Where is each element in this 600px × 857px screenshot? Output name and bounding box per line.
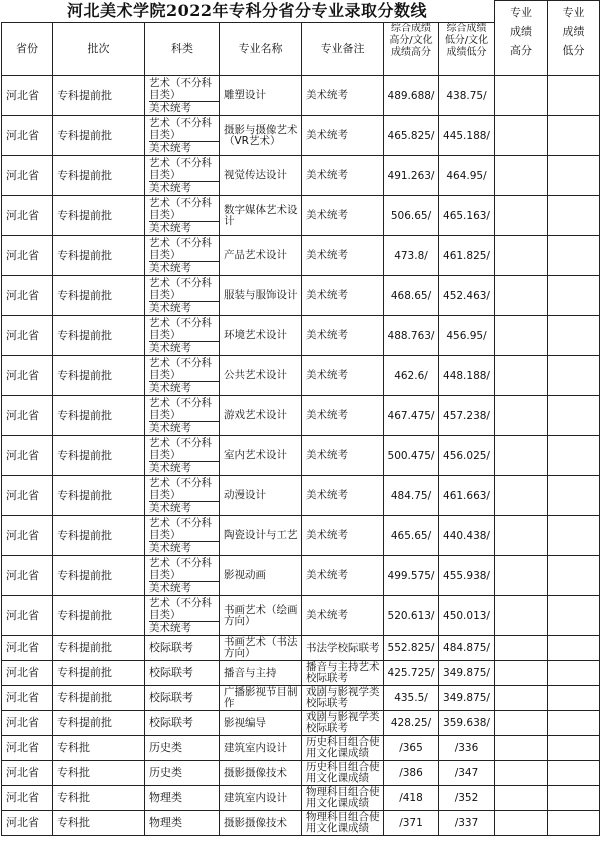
cell-category bbox=[145, 196, 220, 236]
cell-batch: 专科提前批 bbox=[53, 236, 145, 276]
cell-batch: 专科提前批 bbox=[53, 316, 145, 356]
cell-ext-low bbox=[548, 276, 600, 316]
cell-note: 美术统考 bbox=[302, 436, 384, 476]
cell-score-low: /336 bbox=[439, 736, 495, 761]
cell-province: 河北省 bbox=[2, 356, 53, 396]
cell-note: 历史科目组合使用文化课成绩 bbox=[302, 736, 384, 761]
cell-ext-high bbox=[495, 356, 548, 396]
cell-category: 校际联考 bbox=[145, 636, 220, 661]
cell-ext-low bbox=[548, 596, 600, 636]
cell-score-low: 484.875/ bbox=[439, 636, 495, 661]
cell-batch: 专科提前批 bbox=[53, 516, 145, 556]
header-low-line3: 成绩低分 bbox=[446, 47, 487, 58]
cell-category bbox=[145, 276, 220, 316]
category-sub: 美术统考 bbox=[149, 502, 191, 514]
cell-score-low: 457.238/ bbox=[439, 396, 495, 436]
cell-batch: 专科提前批 bbox=[53, 356, 145, 396]
category-main: 艺术（不分科目类） bbox=[149, 316, 219, 342]
cell-batch: 专科提前批 bbox=[53, 116, 145, 156]
table-row bbox=[2, 276, 600, 316]
cell-ext-low bbox=[548, 396, 600, 436]
cell-score-low: 445.188/ bbox=[439, 116, 495, 156]
cell-note: 播音与主持艺术校际联考 bbox=[302, 661, 384, 686]
table-row bbox=[2, 596, 600, 636]
cell-province: 河北省 bbox=[2, 436, 53, 476]
cell-ext-high bbox=[495, 236, 548, 276]
header-ext-high-line1: 专业 bbox=[510, 6, 533, 19]
cell-batch: 专科提前批 bbox=[53, 556, 145, 596]
table-row bbox=[2, 436, 600, 476]
cell-score-low: /347 bbox=[439, 761, 495, 786]
cell-ext-high bbox=[495, 436, 548, 476]
cell-ext-high bbox=[495, 76, 548, 116]
cell-score-low: 465.163/ bbox=[439, 196, 495, 236]
header-ext-low-line3: 低分 bbox=[562, 44, 585, 57]
cell-score-high: 465.825/ bbox=[384, 116, 439, 156]
category-sub: 美术统考 bbox=[149, 622, 191, 634]
cell-ext-low bbox=[548, 636, 600, 661]
cell-major: 产品艺术设计 bbox=[220, 236, 302, 276]
header-high-line1: 综合成绩 bbox=[391, 23, 431, 34]
category-sub: 美术统考 bbox=[149, 342, 191, 354]
cell-major: 影视编导 bbox=[220, 711, 302, 736]
header-ext-low-line2: 成绩 bbox=[562, 25, 585, 38]
cell-score-high: 489.688/ bbox=[384, 76, 439, 116]
cell-score-high: 491.263/ bbox=[384, 156, 439, 196]
table-row bbox=[2, 156, 600, 196]
cell-ext-low bbox=[548, 516, 600, 556]
category-main: 艺术（不分科目类） bbox=[149, 196, 219, 222]
category-sub: 美术统考 bbox=[149, 102, 191, 114]
cell-score-low: 349.875/ bbox=[439, 686, 495, 711]
cell-score-high: 488.763/ bbox=[384, 316, 439, 356]
header-low-line1: 综合成绩 bbox=[446, 23, 487, 34]
cell-province: 河北省 bbox=[2, 316, 53, 356]
cell-ext-high bbox=[495, 811, 548, 836]
cell-major: 建筑室内设计 bbox=[220, 786, 302, 811]
cell-ext-high bbox=[495, 156, 548, 196]
category-main: 艺术（不分科目类） bbox=[149, 76, 219, 102]
cell-ext-low bbox=[548, 661, 600, 686]
cell-major: 摄影摄像技术 bbox=[220, 761, 302, 786]
cell-ext-high bbox=[495, 556, 548, 596]
cell-ext-low bbox=[548, 786, 600, 811]
cell-score-high: /365 bbox=[384, 736, 439, 761]
cell-note: 美术统考 bbox=[302, 396, 384, 436]
table-row bbox=[2, 786, 600, 811]
cell-category bbox=[145, 436, 220, 476]
table-row bbox=[2, 661, 600, 686]
cell-ext-high bbox=[495, 516, 548, 556]
cell-score-high: /371 bbox=[384, 811, 439, 836]
cell-score-high: 506.65/ bbox=[384, 196, 439, 236]
cell-ext-low bbox=[548, 476, 600, 516]
cell-note: 美术统考 bbox=[302, 316, 384, 356]
cell-score-high: 425.725/ bbox=[384, 661, 439, 686]
cell-ext-low bbox=[548, 811, 600, 836]
cell-major: 书画艺术（书法方向） bbox=[220, 636, 302, 661]
cell-score-high: 468.65/ bbox=[384, 276, 439, 316]
category-sub: 美术统考 bbox=[149, 182, 191, 194]
cell-score-low: 455.938/ bbox=[439, 556, 495, 596]
cell-category bbox=[145, 316, 220, 356]
cell-score-high: 428.25/ bbox=[384, 711, 439, 736]
cell-batch: 专科批 bbox=[53, 811, 145, 836]
cell-note: 美术统考 bbox=[302, 76, 384, 116]
cell-province: 河北省 bbox=[2, 661, 53, 686]
cell-province: 河北省 bbox=[2, 736, 53, 761]
category-main: 艺术（不分科目类） bbox=[149, 276, 219, 302]
table-row bbox=[2, 711, 600, 736]
cell-province: 河北省 bbox=[2, 686, 53, 711]
cell-score-low: 349.875/ bbox=[439, 661, 495, 686]
cell-score-high: /418 bbox=[384, 786, 439, 811]
cell-batch: 专科提前批 bbox=[53, 276, 145, 316]
cell-category: 校际联考 bbox=[145, 711, 220, 736]
cell-score-high: 484.75/ bbox=[384, 476, 439, 516]
cell-note: 美术统考 bbox=[302, 276, 384, 316]
cell-ext-high bbox=[495, 196, 548, 236]
cell-major: 数字媒体艺术设计 bbox=[220, 196, 302, 236]
cell-note: 戏剧与影视学类校际联考 bbox=[302, 686, 384, 711]
cell-score-high: 473.8/ bbox=[384, 236, 439, 276]
cell-major: 建筑室内设计 bbox=[220, 736, 302, 761]
cell-score-low: 452.463/ bbox=[439, 276, 495, 316]
header-score-high bbox=[384, 23, 439, 76]
cell-major: 动漫设计 bbox=[220, 476, 302, 516]
cell-province: 河北省 bbox=[2, 786, 53, 811]
cell-major: 环境艺术设计 bbox=[220, 316, 302, 356]
cell-batch: 专科提前批 bbox=[53, 596, 145, 636]
cell-score-low: /352 bbox=[439, 786, 495, 811]
category-sub: 美术统考 bbox=[149, 222, 191, 234]
cell-note: 戏剧与影视学类校际联考 bbox=[302, 711, 384, 736]
cell-major: 播音与主持 bbox=[220, 661, 302, 686]
cell-ext-low bbox=[548, 686, 600, 711]
category-main: 艺术（不分科目类） bbox=[149, 476, 219, 502]
cell-score-low: 456.95/ bbox=[439, 316, 495, 356]
cell-category bbox=[145, 356, 220, 396]
cell-category bbox=[145, 596, 220, 636]
cell-batch: 专科提前批 bbox=[53, 156, 145, 196]
header-ext-high-line2: 成绩 bbox=[510, 25, 533, 38]
table-row bbox=[2, 556, 600, 596]
cell-ext-high bbox=[495, 661, 548, 686]
cell-province: 河北省 bbox=[2, 636, 53, 661]
cell-score-high: 500.475/ bbox=[384, 436, 439, 476]
cell-major: 书画艺术（绘画方向） bbox=[220, 596, 302, 636]
cell-note: 历史科目组合使用文化课成绩 bbox=[302, 761, 384, 786]
header-ext-high bbox=[495, 1, 548, 76]
category-main: 艺术（不分科目类） bbox=[149, 516, 219, 542]
cell-major: 影视动画 bbox=[220, 556, 302, 596]
cell-score-high: /386 bbox=[384, 761, 439, 786]
cell-category bbox=[145, 236, 220, 276]
table-row bbox=[2, 316, 600, 356]
cell-major: 广播影视节目制作 bbox=[220, 686, 302, 711]
cell-note: 美术统考 bbox=[302, 156, 384, 196]
cell-major: 雕塑设计 bbox=[220, 76, 302, 116]
cell-ext-high bbox=[495, 761, 548, 786]
cell-ext-low bbox=[548, 556, 600, 596]
cell-category bbox=[145, 476, 220, 516]
cell-score-high: 465.65/ bbox=[384, 516, 439, 556]
table-row bbox=[2, 476, 600, 516]
cell-major: 摄影与摄像艺术（VR艺术） bbox=[220, 116, 302, 156]
cell-ext-low bbox=[548, 196, 600, 236]
cell-category: 历史类 bbox=[145, 736, 220, 761]
cell-category: 校际联考 bbox=[145, 661, 220, 686]
cell-batch: 专科提前批 bbox=[53, 436, 145, 476]
category-sub: 美术统考 bbox=[149, 462, 191, 474]
cell-note: 物理科目组合使用文化课成绩 bbox=[302, 811, 384, 836]
cell-major: 公共艺术设计 bbox=[220, 356, 302, 396]
cell-score-high: 467.475/ bbox=[384, 396, 439, 436]
cell-ext-high bbox=[495, 636, 548, 661]
cell-batch: 专科提前批 bbox=[53, 196, 145, 236]
cell-province: 河北省 bbox=[2, 236, 53, 276]
cell-province: 河北省 bbox=[2, 516, 53, 556]
cell-province: 河北省 bbox=[2, 476, 53, 516]
header-ext-low-line1: 专业 bbox=[562, 6, 585, 19]
cell-ext-high bbox=[495, 686, 548, 711]
category-main: 艺术（不分科目类） bbox=[149, 116, 219, 142]
cell-ext-low bbox=[548, 116, 600, 156]
cell-score-low: 461.825/ bbox=[439, 236, 495, 276]
cell-score-low: 450.013/ bbox=[439, 596, 495, 636]
page-title: 河北美术学院2022年专科分省分专业录取分数线 bbox=[66, 1, 428, 20]
cell-note: 美术统考 bbox=[302, 556, 384, 596]
cell-note: 美术统考 bbox=[302, 236, 384, 276]
header-province: 省份 bbox=[2, 23, 53, 76]
cell-note: 物理科目组合使用文化课成绩 bbox=[302, 786, 384, 811]
category-sub: 美术统考 bbox=[149, 582, 191, 594]
header-ext-high-line3: 高分 bbox=[510, 44, 533, 57]
header-high-line3: 成绩高分 bbox=[391, 47, 431, 58]
cell-score-low: 440.438/ bbox=[439, 516, 495, 556]
cell-province: 河北省 bbox=[2, 396, 53, 436]
category-main: 艺术（不分科目类） bbox=[149, 556, 219, 582]
table-row bbox=[2, 236, 600, 276]
table-row bbox=[2, 76, 600, 116]
cell-ext-high bbox=[495, 736, 548, 761]
cell-province: 河北省 bbox=[2, 156, 53, 196]
cell-batch: 专科批 bbox=[53, 786, 145, 811]
table-row bbox=[2, 356, 600, 396]
cell-note: 美术统考 bbox=[302, 356, 384, 396]
cell-category: 校际联考 bbox=[145, 686, 220, 711]
cell-province: 河北省 bbox=[2, 116, 53, 156]
cell-province: 河北省 bbox=[2, 276, 53, 316]
cell-batch: 专科批 bbox=[53, 761, 145, 786]
cell-note: 美术统考 bbox=[302, 516, 384, 556]
cell-category bbox=[145, 156, 220, 196]
cell-category bbox=[145, 516, 220, 556]
header-batch: 批次 bbox=[53, 23, 145, 76]
cell-province: 河北省 bbox=[2, 596, 53, 636]
cell-score-low: 448.188/ bbox=[439, 356, 495, 396]
table-row bbox=[2, 516, 600, 556]
cell-score-low: 438.75/ bbox=[439, 76, 495, 116]
cell-ext-low bbox=[548, 356, 600, 396]
cell-major: 服装与服饰设计 bbox=[220, 276, 302, 316]
cell-ext-low bbox=[548, 711, 600, 736]
cell-major: 视觉传达设计 bbox=[220, 156, 302, 196]
admission-score-table bbox=[1, 0, 600, 836]
cell-ext-high bbox=[495, 316, 548, 356]
cell-ext-low bbox=[548, 316, 600, 356]
header-high-line2: 高分/文化 bbox=[389, 35, 433, 46]
category-main: 艺术（不分科目类） bbox=[149, 436, 219, 462]
cell-category: 物理类 bbox=[145, 786, 220, 811]
table-row bbox=[2, 636, 600, 661]
cell-province: 河北省 bbox=[2, 811, 53, 836]
header-major: 专业名称 bbox=[220, 23, 302, 76]
cell-note: 美术统考 bbox=[302, 116, 384, 156]
category-main: 艺术（不分科目类） bbox=[149, 356, 219, 382]
cell-ext-high bbox=[495, 786, 548, 811]
cell-score-low: 464.95/ bbox=[439, 156, 495, 196]
cell-category: 历史类 bbox=[145, 761, 220, 786]
cell-ext-low bbox=[548, 156, 600, 196]
cell-note: 美术统考 bbox=[302, 196, 384, 236]
cell-ext-high bbox=[495, 711, 548, 736]
cell-batch: 专科提前批 bbox=[53, 76, 145, 116]
cell-category bbox=[145, 556, 220, 596]
cell-ext-low bbox=[548, 736, 600, 761]
category-sub: 美术统考 bbox=[149, 542, 191, 554]
cell-note: 书法学校际联考 bbox=[302, 636, 384, 661]
cell-score-high: 499.575/ bbox=[384, 556, 439, 596]
cell-batch: 专科提前批 bbox=[53, 476, 145, 516]
category-main: 艺术（不分科目类） bbox=[149, 156, 219, 182]
cell-score-high: 462.6/ bbox=[384, 356, 439, 396]
cell-batch: 专科提前批 bbox=[53, 661, 145, 686]
cell-ext-high bbox=[495, 116, 548, 156]
cell-province: 河北省 bbox=[2, 196, 53, 236]
cell-province: 河北省 bbox=[2, 76, 53, 116]
cell-ext-low bbox=[548, 761, 600, 786]
cell-ext-high bbox=[495, 476, 548, 516]
table-row bbox=[2, 396, 600, 436]
cell-batch: 专科提前批 bbox=[53, 686, 145, 711]
category-sub: 美术统考 bbox=[149, 262, 191, 274]
cell-score-low: 456.025/ bbox=[439, 436, 495, 476]
category-sub: 美术统考 bbox=[149, 142, 191, 154]
header-note: 专业备注 bbox=[302, 23, 384, 76]
cell-ext-low bbox=[548, 436, 600, 476]
cell-category bbox=[145, 396, 220, 436]
cell-province: 河北省 bbox=[2, 761, 53, 786]
cell-batch: 专科提前批 bbox=[53, 711, 145, 736]
cell-ext-low bbox=[548, 236, 600, 276]
header-ext-low bbox=[548, 1, 600, 76]
table-row bbox=[2, 116, 600, 156]
cell-batch: 专科提前批 bbox=[53, 396, 145, 436]
cell-category bbox=[145, 116, 220, 156]
cell-note: 美术统考 bbox=[302, 596, 384, 636]
cell-batch: 专科批 bbox=[53, 736, 145, 761]
cell-category: 物理类 bbox=[145, 811, 220, 836]
header-score-low bbox=[439, 23, 495, 76]
cell-score-high: 435.5/ bbox=[384, 686, 439, 711]
table-row bbox=[2, 811, 600, 836]
category-main: 艺术（不分科目类） bbox=[149, 596, 219, 622]
cell-category bbox=[145, 76, 220, 116]
cell-score-low: /337 bbox=[439, 811, 495, 836]
category-sub: 美术统考 bbox=[149, 302, 191, 314]
cell-major: 陶瓷设计与工艺 bbox=[220, 516, 302, 556]
cell-ext-high bbox=[495, 396, 548, 436]
table-row bbox=[2, 736, 600, 761]
header-low-line2: 低分/文化 bbox=[444, 35, 489, 46]
table-row bbox=[2, 686, 600, 711]
category-main: 艺术（不分科目类） bbox=[149, 236, 219, 262]
cell-score-low: 461.663/ bbox=[439, 476, 495, 516]
cell-score-high: 552.825/ bbox=[384, 636, 439, 661]
category-sub: 美术统考 bbox=[149, 382, 191, 394]
category-main: 艺术（不分科目类） bbox=[149, 396, 219, 422]
cell-ext-low bbox=[548, 76, 600, 116]
cell-major: 摄影摄像技术 bbox=[220, 811, 302, 836]
cell-major: 游戏艺术设计 bbox=[220, 396, 302, 436]
category-sub: 美术统考 bbox=[149, 422, 191, 434]
cell-score-high: 520.613/ bbox=[384, 596, 439, 636]
table-row bbox=[2, 761, 600, 786]
cell-province: 河北省 bbox=[2, 711, 53, 736]
cell-ext-high bbox=[495, 596, 548, 636]
table-row bbox=[2, 196, 600, 236]
cell-note: 美术统考 bbox=[302, 476, 384, 516]
header-category: 科类 bbox=[145, 23, 220, 76]
cell-province: 河北省 bbox=[2, 556, 53, 596]
cell-batch: 专科提前批 bbox=[53, 636, 145, 661]
cell-major: 室内艺术设计 bbox=[220, 436, 302, 476]
cell-ext-high bbox=[495, 276, 548, 316]
cell-score-low: 359.638/ bbox=[439, 711, 495, 736]
